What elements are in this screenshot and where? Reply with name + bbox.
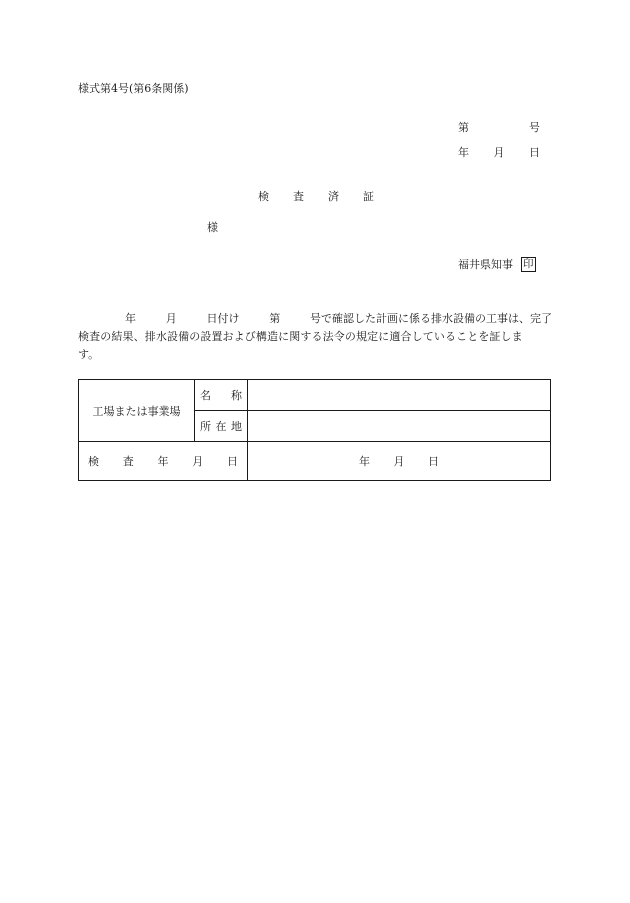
name-label-cell — [195, 380, 248, 411]
name-label — [195, 387, 247, 403]
addressee-honorific: 様 — [207, 221, 218, 234]
date-day: 日 — [529, 146, 540, 159]
body-line-3: す。 — [78, 348, 100, 361]
inspection-date-label — [86, 453, 240, 469]
inspection-date-value — [359, 453, 439, 469]
body-year: 年 — [125, 312, 136, 325]
date-month: 月 — [493, 146, 505, 159]
table-row — [79, 442, 551, 481]
official-seal-mark: 印 — [523, 257, 534, 270]
label-char: 日 — [227, 455, 238, 468]
document-number — [458, 119, 540, 135]
document-date — [458, 144, 540, 160]
number-prefix: 第 — [458, 121, 469, 134]
date-unit-year: 年 — [359, 455, 370, 468]
factory-label-cell — [79, 380, 195, 442]
date-unit-day: 日 — [428, 455, 439, 468]
date-year: 年 — [458, 146, 469, 159]
form-number-label: 様式第4号(第6条関係) — [78, 82, 189, 95]
label-char: 地 — [231, 420, 242, 433]
certificate-body — [78, 310, 552, 364]
date-unit-month: 月 — [393, 455, 405, 468]
inspection-date-label-cell — [79, 442, 248, 481]
title-char: 証 — [363, 190, 374, 203]
inspection-details-table — [78, 379, 551, 481]
label-char: 称 — [231, 389, 242, 402]
issuer-name: 福井県知事 — [458, 258, 513, 271]
body-month: 月 — [165, 312, 177, 325]
body-line-2: 検査の結果、排水設備の設置および構造に関する法令の規定に適合していることを証しま — [78, 330, 523, 343]
label-char: 月 — [192, 455, 204, 468]
label-char: 検 — [88, 455, 99, 468]
label-char: 名 — [200, 389, 211, 402]
inspection-date-value-cell[interactable] — [248, 442, 551, 481]
body-day-dated: 日付け — [206, 312, 240, 325]
body-line-1 — [78, 310, 552, 328]
address-label-cell — [195, 411, 248, 442]
title-char: 済 — [328, 190, 339, 203]
name-value-cell[interactable] — [248, 380, 551, 411]
address-value-cell[interactable] — [248, 411, 551, 442]
label-char: 在 — [215, 420, 227, 433]
body-number-prefix: 第 — [269, 312, 281, 325]
label-char: 査 — [122, 455, 134, 468]
title-char: 査 — [293, 190, 304, 203]
label-char: 年 — [157, 455, 169, 468]
table-row — [79, 380, 551, 411]
document-title — [258, 188, 374, 204]
number-suffix: 号 — [529, 121, 540, 134]
label-char: 所 — [200, 420, 211, 433]
title-char: 検 — [258, 190, 269, 203]
address-label — [195, 418, 247, 434]
factory-label: 工場または事業場 — [92, 404, 181, 418]
issuer-block — [458, 256, 536, 272]
body-line-1-rest: 号で確認した計画に係る排水設備の工事は、完了 — [310, 312, 552, 325]
